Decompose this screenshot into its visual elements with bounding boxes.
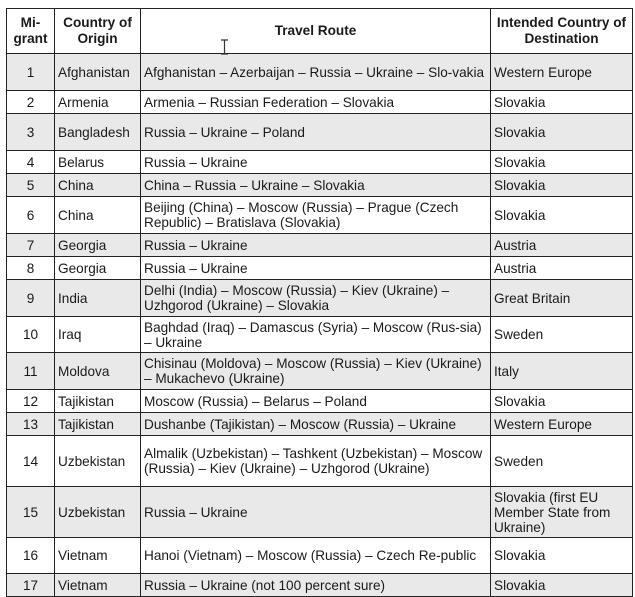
cell-migrant-number: 2: [7, 91, 55, 114]
cell-destination: Slovakia: [491, 91, 633, 114]
cell-country-of-origin: Armenia: [55, 91, 141, 114]
cell-travel-route: Dushanbe (Tajikistan) – Moscow (Russia) – Ukraine: [141, 413, 491, 436]
table-row: [7, 91, 633, 114]
cell-country-of-origin: Tajikistan: [55, 413, 141, 436]
table-row: [7, 538, 633, 574]
cell-migrant-number: 10: [7, 317, 55, 353]
cell-destination: Slovakia: [491, 114, 633, 151]
cell-migrant-number: 16: [7, 538, 55, 574]
cell-country-of-origin: India: [55, 280, 141, 317]
table-row: [7, 436, 633, 487]
table-row: [7, 197, 633, 234]
cell-country-of-origin: Vietnam: [55, 538, 141, 574]
cell-country-of-origin: Vietnam: [55, 574, 141, 597]
header-migrant: Mi- grant: [7, 9, 55, 54]
cell-travel-route: Afghanistan – Azerbaijan – Russia – Ukraine – Slo-vakia: [141, 54, 491, 91]
cell-travel-route: Russia – Ukraine (not 100 percent sure): [141, 574, 491, 597]
table-row: [7, 114, 633, 151]
cell-destination: Slovakia: [491, 151, 633, 174]
cell-travel-route: Russia – Ukraine: [141, 257, 491, 280]
cell-destination: Slovakia: [491, 174, 633, 197]
cell-migrant-number: 5: [7, 174, 55, 197]
cell-country-of-origin: Tajikistan: [55, 390, 141, 413]
cell-destination: Slovakia: [491, 390, 633, 413]
cell-migrant-number: 11: [7, 353, 55, 390]
cell-travel-route: Hanoi (Vietnam) – Moscow (Russia) – Czech Re-public: [141, 538, 491, 574]
cell-migrant-number: 13: [7, 413, 55, 436]
cell-destination: Italy: [491, 353, 633, 390]
cell-country-of-origin: Georgia: [55, 234, 141, 257]
cell-country-of-origin: Uzbekistan: [55, 436, 141, 487]
table-row: [7, 487, 633, 538]
cell-country-of-origin: Bangladesh: [55, 114, 141, 151]
cell-destination: Slovakia: [491, 538, 633, 574]
cell-travel-route: Armenia – Russian Federation – Slovakia: [141, 91, 491, 114]
cell-country-of-origin: Georgia: [55, 257, 141, 280]
cell-destination: Sweden: [491, 317, 633, 353]
cell-travel-route: Russia – Ukraine – Poland: [141, 114, 491, 151]
cell-travel-route: Russia – Ukraine: [141, 151, 491, 174]
cell-destination: Slovakia: [491, 574, 633, 597]
cell-country-of-origin: Afghanistan: [55, 54, 141, 91]
cell-travel-route: Russia – Ukraine: [141, 234, 491, 257]
cell-migrant-number: 7: [7, 234, 55, 257]
cell-migrant-number: 1: [7, 54, 55, 91]
table-header-row: [7, 9, 633, 54]
table-row: [7, 151, 633, 174]
table-row: [7, 280, 633, 317]
cell-country-of-origin: China: [55, 174, 141, 197]
table-row: [7, 234, 633, 257]
cell-destination: Austria: [491, 257, 633, 280]
cell-migrant-number: 8: [7, 257, 55, 280]
text-cursor-icon: [220, 39, 229, 55]
cell-destination: Western Europe: [491, 413, 633, 436]
table-row: [7, 574, 633, 597]
header-intended-destination: Intended Country of Destination: [491, 9, 633, 54]
cell-travel-route: Moscow (Russia) – Belarus – Poland: [141, 390, 491, 413]
cell-travel-route: Baghdad (Iraq) – Damascus (Syria) – Moscow (Rus-sia) – Ukraine: [141, 317, 491, 353]
cell-migrant-number: 9: [7, 280, 55, 317]
table-row: [7, 54, 633, 91]
cell-migrant-number: 17: [7, 574, 55, 597]
cell-travel-route: Russia – Ukraine: [141, 487, 491, 538]
cell-travel-route: China – Russia – Ukraine – Slovakia: [141, 174, 491, 197]
cell-migrant-number: 4: [7, 151, 55, 174]
cell-destination: Slovakia: [491, 197, 633, 234]
cell-country-of-origin: Uzbekistan: [55, 487, 141, 538]
cell-country-of-origin: China: [55, 197, 141, 234]
cell-destination: Slovakia (first EU Member State from Ukraine): [491, 487, 633, 538]
migrant-routes-table-wrapper: [6, 8, 633, 597]
cell-country-of-origin: Iraq: [55, 317, 141, 353]
cell-migrant-number: 14: [7, 436, 55, 487]
cell-travel-route: Chisinau (Moldova) – Moscow (Russia) – Kiev (Ukraine) – Mukachevo (Ukraine): [141, 353, 491, 390]
table-row: [7, 353, 633, 390]
table-row: [7, 390, 633, 413]
table-row: [7, 413, 633, 436]
table-row: [7, 174, 633, 197]
cell-migrant-number: 3: [7, 114, 55, 151]
cell-country-of-origin: Moldova: [55, 353, 141, 390]
table-body: [7, 54, 633, 597]
cell-destination: Western Europe: [491, 54, 633, 91]
header-country-of-origin: Country of Origin: [55, 9, 141, 54]
header-travel-route: Travel Route: [141, 9, 491, 54]
cell-migrant-number: 12: [7, 390, 55, 413]
cell-country-of-origin: Belarus: [55, 151, 141, 174]
cell-destination: Great Britain: [491, 280, 633, 317]
cell-destination: Austria: [491, 234, 633, 257]
cell-travel-route: Beijing (China) – Moscow (Russia) – Prague (Czech Republic) – Bratislava (Slovakia): [141, 197, 491, 234]
cell-travel-route: Delhi (India) – Moscow (Russia) – Kiev (Ukraine) – Uzhgorod (Ukraine) – Slovakia: [141, 280, 491, 317]
cell-migrant-number: 6: [7, 197, 55, 234]
cell-migrant-number: 15: [7, 487, 55, 538]
table-row: [7, 257, 633, 280]
migrant-routes-table: [6, 8, 633, 597]
cell-destination: Sweden: [491, 436, 633, 487]
table-row: [7, 317, 633, 353]
cell-travel-route: Almalik (Uzbekistan) – Tashkent (Uzbekistan) – Moscow (Russia) – Kiev (Ukraine) – Uzhgorod (Ukraine): [141, 436, 491, 487]
